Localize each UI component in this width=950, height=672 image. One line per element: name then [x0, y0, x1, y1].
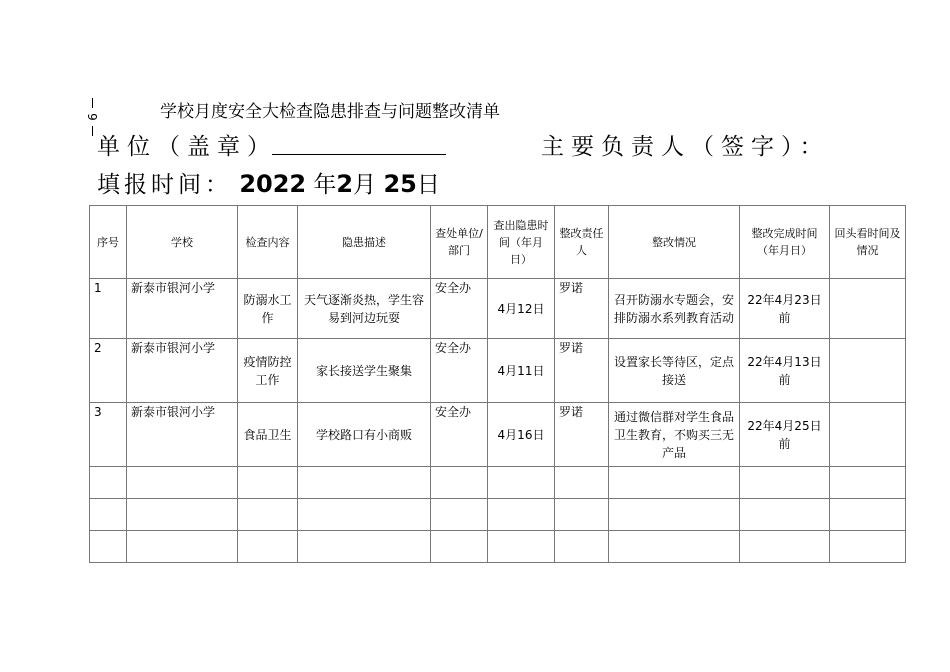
empty-cell: [830, 531, 906, 563]
table-row-empty: [90, 531, 906, 563]
header-done-time: 整改完成时间（年月日）: [740, 206, 830, 279]
cell-content: 食品卫生: [238, 403, 298, 467]
empty-cell: [431, 499, 488, 531]
header-review: 回头看时间及情况: [830, 206, 906, 279]
cell-school: 新泰市银河小学: [127, 279, 238, 339]
header-dept: 查处单位/部门: [431, 206, 488, 279]
fill-date-day-unit: 日: [416, 172, 440, 198]
fill-date-day: 25: [383, 170, 417, 198]
hazard-rectification-table: [89, 205, 906, 563]
cell-seq: 2: [90, 339, 127, 403]
cell-review: [830, 339, 906, 403]
header-description: 隐患描述: [298, 206, 431, 279]
cell-found-time: 4月11日: [488, 339, 555, 403]
empty-cell: [238, 499, 298, 531]
cell-person: 罗诺: [555, 339, 609, 403]
empty-cell: [488, 531, 555, 563]
empty-cell: [555, 531, 609, 563]
empty-cell: [431, 531, 488, 563]
fill-date: [97, 166, 440, 199]
cell-status: 设置家长等待区，定点接送: [609, 339, 740, 403]
header-school: 学校: [127, 206, 238, 279]
header-status: 整改情况: [609, 206, 740, 279]
header-seq: 序号: [90, 206, 127, 279]
cell-seq: 1: [90, 279, 127, 339]
cell-found-time: 4月16日: [488, 403, 555, 467]
fill-date-year-unit: 年: [313, 172, 337, 198]
table-row-empty: [90, 499, 906, 531]
empty-cell: [127, 467, 238, 499]
empty-cell: [609, 499, 740, 531]
table-row: [90, 403, 906, 467]
cell-school: 新泰市银河小学: [127, 339, 238, 403]
header-found-time: 查出隐患时间（年月日）: [488, 206, 555, 279]
empty-cell: [90, 499, 127, 531]
empty-cell: [298, 531, 431, 563]
empty-cell: [609, 467, 740, 499]
cell-content: 防溺水工作: [238, 279, 298, 339]
cell-dept: 安全办: [431, 279, 488, 339]
empty-cell: [127, 499, 238, 531]
cell-found-time: 4月12日: [488, 279, 555, 339]
fill-date-year: 2022: [239, 170, 307, 198]
cell-school: 新泰市银河小学: [127, 403, 238, 467]
empty-cell: [298, 467, 431, 499]
table-row: [90, 339, 906, 403]
cell-done-time: 22年4月25日前: [740, 403, 830, 467]
empty-cell: [555, 499, 609, 531]
empty-cell: [90, 467, 127, 499]
page-number-rule: [92, 98, 93, 108]
page-number-rule: [92, 126, 93, 136]
empty-cell: [127, 531, 238, 563]
cell-description: 学校路口有小商贩: [298, 403, 431, 467]
cell-review: [830, 403, 906, 467]
cell-status: 召开防溺水专题会，安排防溺水系列教育活动: [609, 279, 740, 339]
cell-content: 疫情防控工作: [238, 339, 298, 403]
empty-cell: [431, 467, 488, 499]
fill-date-month: 2: [336, 170, 354, 198]
empty-cell: [740, 499, 830, 531]
cell-done-time: 22年4月13日前: [740, 339, 830, 403]
unit-label: 单位（盖章）: [97, 134, 277, 160]
cell-dept: 安全办: [431, 339, 488, 403]
fill-date-month-unit: 月: [353, 172, 377, 198]
unit-fill-blank: [272, 154, 446, 155]
page-number-text: 9: [84, 113, 99, 121]
cell-person: 罗诺: [555, 279, 609, 339]
cell-seq: 3: [90, 403, 127, 467]
table-row-empty: [90, 467, 906, 499]
empty-cell: [609, 531, 740, 563]
cell-status: 通过微信群对学生食品卫生教育，不购买三无产品: [609, 403, 740, 467]
document-title: 学校月度安全大检查隐患排查与问题整改清单: [160, 102, 500, 122]
empty-cell: [740, 531, 830, 563]
empty-cell: [830, 467, 906, 499]
cell-person: 罗诺: [555, 403, 609, 467]
empty-cell: [488, 499, 555, 531]
empty-cell: [298, 499, 431, 531]
empty-cell: [740, 467, 830, 499]
header-content: 检查内容: [238, 206, 298, 279]
empty-cell: [90, 531, 127, 563]
header-person: 整改责任人: [555, 206, 609, 279]
empty-cell: [555, 467, 609, 499]
cell-dept: 安全办: [431, 403, 488, 467]
empty-cell: [238, 467, 298, 499]
cell-description: 天气逐渐炎热，学生容易到河边玩耍: [298, 279, 431, 339]
cell-done-time: 22年4月23日前: [740, 279, 830, 339]
fill-date-label: 填报时间：: [97, 172, 232, 198]
empty-cell: [830, 499, 906, 531]
cell-review: [830, 279, 906, 339]
cell-description: 家长接送学生聚集: [298, 339, 431, 403]
responsible-person-label: 主要负责人（签字）：: [541, 134, 830, 160]
table-row: [90, 279, 906, 339]
table-header-row: [90, 206, 906, 279]
empty-cell: [238, 531, 298, 563]
empty-cell: [488, 467, 555, 499]
